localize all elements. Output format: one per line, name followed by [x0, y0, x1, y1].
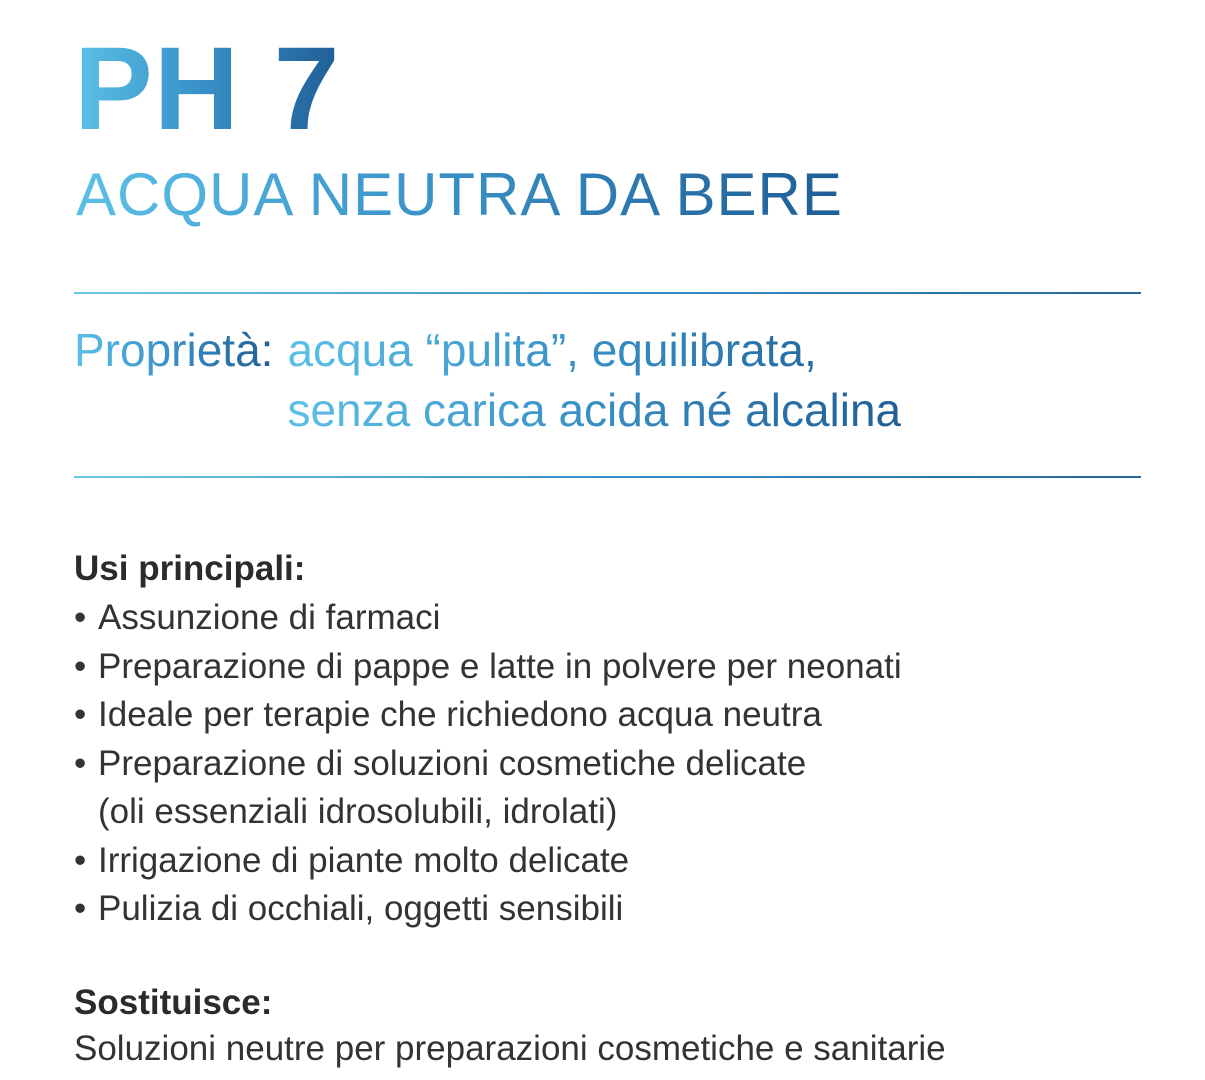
page-title: PH 7 — [74, 23, 341, 155]
bullet-icon: • — [74, 743, 87, 783]
top-divider — [74, 292, 1141, 294]
bullet-icon: • — [74, 598, 87, 637]
replaces-text: Soluzioni neutre per preparazioni cosmetiche e sanitarie — [74, 1029, 946, 1068]
replaces-heading: Sostituisce: — [74, 983, 273, 1022]
bullet-icon: • — [74, 695, 87, 734]
uses-heading: Usi principali: — [74, 549, 306, 588]
bottom-divider — [74, 476, 1141, 478]
page-subtitle: ACQUA NEUTRA DA BERE — [76, 161, 843, 228]
list-item — [74, 885, 902, 934]
properties-block — [74, 320, 901, 440]
list-item-text: Ideale per terapie che richiedono acqua neutra — [98, 695, 822, 734]
list-item — [74, 594, 902, 643]
properties-line: acqua “pulita”, equilibrata, — [287, 320, 901, 380]
list-item — [74, 643, 902, 692]
bullet-icon: • — [74, 646, 87, 686]
list-item-text: Preparazione di pappe e latte in polvere per neonati — [98, 646, 902, 686]
properties-label: Proprietà: — [74, 320, 273, 440]
list-item-text: Assunzione di farmaci — [98, 598, 441, 637]
bullet-icon: • — [74, 840, 87, 880]
properties-line: senza carica acida né alcalina — [287, 380, 901, 440]
bullet-icon: • — [74, 889, 87, 928]
list-item — [74, 691, 902, 740]
list-item-text: Pulizia di occhiali, oggetti sensibili — [98, 889, 624, 928]
list-item-text: Preparazione di soluzioni cosmetiche delicate (oli essenziali idrosolubili, idrolati) — [98, 743, 807, 831]
list-item — [74, 740, 902, 837]
list-item — [74, 837, 902, 886]
uses-list — [74, 594, 902, 934]
properties-text — [287, 320, 901, 440]
list-item-text: Irrigazione di piante molto delicate — [98, 840, 630, 880]
